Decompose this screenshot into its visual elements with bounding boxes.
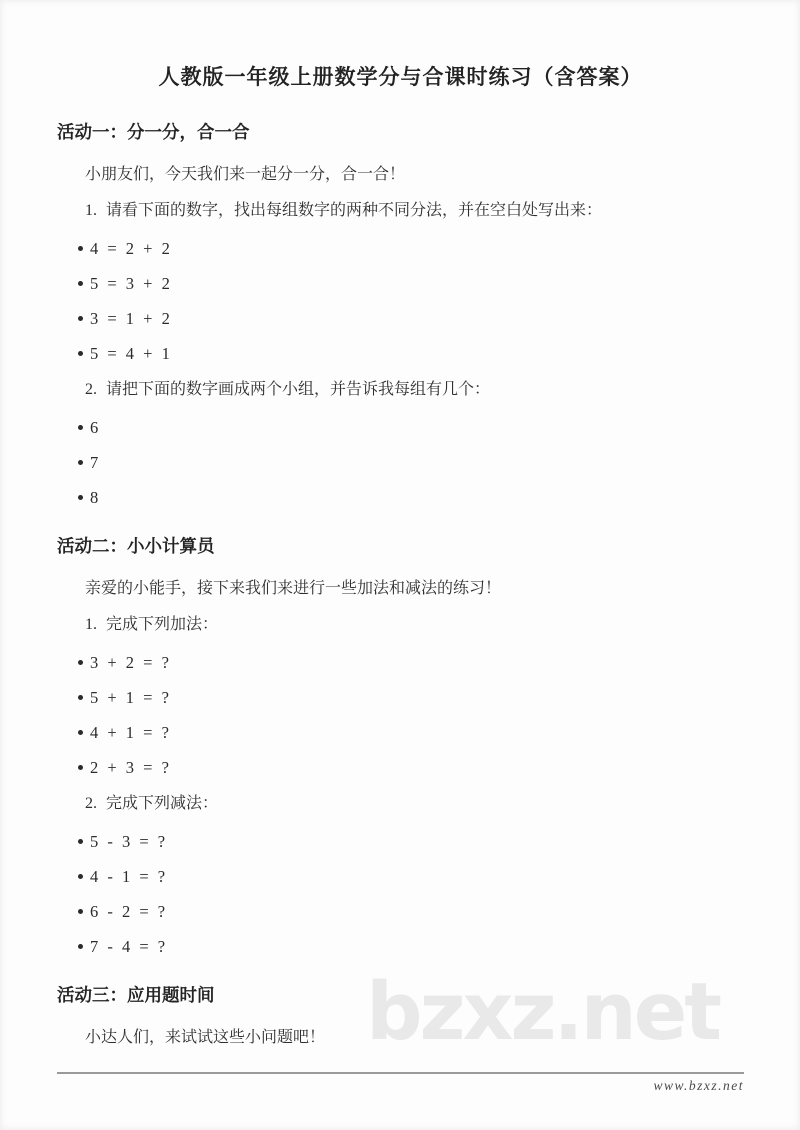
list-item-text: 3 = 1 + 2 xyxy=(90,309,170,328)
list-item-text: 7 - 4 = ? xyxy=(90,937,166,956)
section-activity-2 xyxy=(57,536,744,955)
list-item xyxy=(57,938,744,955)
section-intro: 小达人们，来试试这些小问题吧！ xyxy=(85,1029,326,1046)
list-item-text: 5 - 3 = ? xyxy=(90,832,166,851)
section-intro: 亲爱的小能手，接下来我们来进行一些加法和减法的练习！ xyxy=(85,580,502,597)
list-item-text: 8 xyxy=(90,488,99,507)
list-item-text: 3 + 2 = ? xyxy=(90,653,169,672)
list-item xyxy=(57,419,744,436)
question-number: 1. xyxy=(85,616,97,633)
list-item xyxy=(57,833,744,850)
list-item xyxy=(57,240,744,257)
bullet-dot-icon xyxy=(78,246,83,251)
bullet-list xyxy=(57,654,744,776)
list-item-text: 4 = 2 + 2 xyxy=(90,239,170,258)
bullet-dot-icon xyxy=(78,874,83,879)
question-text: 请把下面的数字画成两个小组，并告诉我每组有几个： xyxy=(106,381,491,398)
bullet-dot-icon xyxy=(78,460,83,465)
list-item-text: 2 + 3 = ? xyxy=(90,758,169,777)
bullet-list xyxy=(57,419,744,506)
list-item xyxy=(57,345,744,362)
bullet-dot-icon xyxy=(78,281,83,286)
question-number: 2. xyxy=(85,381,97,398)
list-item-text: 4 - 1 = ? xyxy=(90,867,166,886)
bullet-dot-icon xyxy=(78,765,83,770)
list-item xyxy=(57,759,744,776)
question-line xyxy=(85,795,744,812)
list-item xyxy=(57,489,744,506)
list-item xyxy=(57,903,744,920)
bullet-list xyxy=(57,240,744,362)
list-item xyxy=(57,454,744,471)
section-heading: 活动二：小小计算员 xyxy=(57,536,215,556)
question-text: 请看下面的数字，找出每组数字的两种不同分法，并在空白处写出来： xyxy=(106,202,603,219)
bullet-dot-icon xyxy=(78,425,83,430)
bullet-dot-icon xyxy=(78,839,83,844)
question-line xyxy=(85,202,744,219)
bullet-dot-icon xyxy=(78,316,83,321)
list-item-text: 6 - 2 = ? xyxy=(90,902,166,921)
bullet-list xyxy=(57,833,744,955)
question-text: 完成下列加法： xyxy=(106,616,219,633)
list-item xyxy=(57,724,744,741)
bullet-dot-icon xyxy=(78,351,83,356)
list-item-text: 7 xyxy=(90,453,99,472)
bullet-dot-icon xyxy=(78,495,83,500)
list-item-text: 5 = 3 + 2 xyxy=(90,274,170,293)
question-number: 2. xyxy=(85,795,97,812)
question-number: 1. xyxy=(85,202,97,219)
section-activity-3 xyxy=(57,985,744,1046)
section-heading: 活动一：分一分，合一合 xyxy=(57,122,250,142)
list-item xyxy=(57,310,744,327)
bullet-dot-icon xyxy=(78,730,83,735)
list-item-text: 6 xyxy=(90,418,99,437)
bullet-dot-icon xyxy=(78,660,83,665)
question-line xyxy=(85,616,744,633)
bullet-dot-icon xyxy=(78,695,83,700)
footer-url: www.bzxz.net xyxy=(653,1078,744,1093)
list-item xyxy=(57,689,744,706)
list-item-text: 5 = 4 + 1 xyxy=(90,344,170,363)
watermark: bzxz.net xyxy=(366,966,720,1058)
question-line xyxy=(85,381,744,398)
footer-divider xyxy=(57,1072,744,1074)
page-title: 人教版一年级上册数学分与合课时练习（含答案） xyxy=(158,66,643,89)
question-text: 完成下列减法： xyxy=(106,795,219,812)
section-heading: 活动三：应用题时间 xyxy=(57,985,215,1005)
list-item xyxy=(57,868,744,885)
section-intro: 小朋友们，今天我们来一起分一分，合一合！ xyxy=(85,166,406,183)
bullet-dot-icon xyxy=(78,944,83,949)
section-activity-1 xyxy=(57,122,744,506)
list-item-text: 4 + 1 = ? xyxy=(90,723,169,742)
list-item xyxy=(57,654,744,671)
bullet-dot-icon xyxy=(78,909,83,914)
list-item xyxy=(57,275,744,292)
list-item-text: 5 + 1 = ? xyxy=(90,688,169,707)
